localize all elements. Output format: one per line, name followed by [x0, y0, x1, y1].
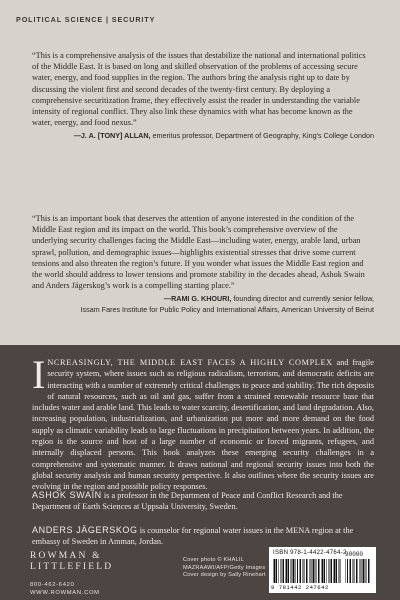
barcode-bar	[368, 559, 370, 583]
author-bio-text: is a professor in the Department of Peace and Conflict Research and the Department of Earth Sciences at Uppsala University, Sweden.	[32, 491, 343, 512]
barcode-bars-main	[273, 559, 341, 583]
barcode-bar	[329, 559, 330, 583]
barcode-bar	[318, 559, 320, 583]
quote-author: —J. A. [TONY] ALLAN,	[73, 131, 151, 141]
barcode-digits: 9 781442 247642	[271, 584, 329, 591]
barcode-bar	[274, 559, 275, 583]
barcode-bar	[293, 559, 295, 583]
quote-author: —RAMI G. KHOURI,	[163, 294, 232, 304]
barcode-bar	[283, 559, 285, 583]
barcode-bar	[361, 559, 362, 583]
barcode-bar	[359, 559, 360, 583]
barcode-bar	[354, 559, 355, 583]
barcode-bar	[276, 559, 278, 583]
isbn-label: ISBN 978-1-4422-4764-2	[273, 550, 347, 556]
credit-line-2: MAZRAAWI/AFP/Getty Images	[183, 564, 266, 571]
price-code: 90000	[345, 551, 364, 558]
author-name: ASHOK SWAIN	[32, 490, 102, 500]
barcode-bar	[336, 559, 338, 583]
barcode-bar	[313, 559, 315, 583]
credit-line-1: Cover photo © KHALIL	[183, 557, 244, 563]
quote-text: “This is a comprehensive analysis of the issues that destabilize the national and international politics of the Middle East. It is based on long and skilled observation of the problems of accessing secure water, energy, and food supplies in the region. The authors bring the analysis right up to date by discussing the violent first and second decades of the twenty-first century. By deploying a comprehensive securitization frame, they effectively assist the reader in understanding the variable intensity of regional conflict. They also link these dynamics with what has become known as the water, energy, and food nexus.”	[32, 51, 366, 128]
publisher-logo-line-2: LITTLEFIELD	[30, 562, 114, 572]
quote-attribution	[32, 130, 374, 141]
quote-attribution	[32, 293, 374, 315]
isbn-barcode	[269, 547, 376, 593]
barcode-bar	[300, 559, 302, 583]
publisher-logo	[30, 551, 113, 573]
quote-affiliation-2: Issam Fares Institute for Public Policy and International Affairs, American University of Beirut	[80, 305, 374, 315]
barcode-bar	[285, 559, 286, 583]
publisher-block	[30, 551, 113, 597]
barcode-bar	[352, 559, 353, 583]
publisher-logo-line-1: ROWMAN &	[30, 551, 102, 561]
barcode-bar	[331, 559, 333, 583]
endorsement-quote-2	[32, 213, 374, 315]
quote-text: “This is an important book that deserves the attention of anyone interested in the condition of the Middle East region and its impact on the world. This book’s comprehensive overview of the underlying security challenges facing the Middle East—including water, energy, arable land, urban sprawl, pollution, and demographic issues—highlights existential stresses that drive some current tensions and also threaten the region’s future. If you wonder what issues the Middle East region and the world should address to lower tensions and promote stability in the decades ahead, Ashok Swain and Anders Jägerskog’s work is a compelling starting place.”	[32, 214, 365, 291]
barcode-bar	[324, 559, 326, 583]
cover-credits	[183, 557, 266, 580]
barcode-bar	[340, 559, 341, 583]
barcode-bar	[363, 559, 365, 583]
barcode-bar	[365, 559, 366, 583]
barcode-bar	[304, 559, 305, 583]
barcode-bar	[309, 559, 310, 583]
publisher-website: WWW.ROWMAN.COM	[30, 590, 100, 596]
barcode-bar	[302, 559, 303, 583]
barcode-bar	[315, 559, 316, 583]
drop-cap: I	[32, 352, 46, 397]
barcode-bar	[356, 559, 358, 583]
barcode-bar	[311, 559, 312, 583]
barcode-bar	[306, 559, 308, 583]
barcode-bar	[290, 559, 291, 583]
author-bio-text: is counselor for regional water issues in the MENA region at the embassy of Sweden in Amman, Jordan.	[32, 526, 354, 547]
category-label: POLITICAL SCIENCE | SECURITY	[16, 15, 156, 24]
barcode-bar	[292, 559, 293, 583]
quote-affiliation: founding director and currently senior fellow,	[233, 294, 374, 304]
credit-line-3: Cover design by Sally Rinehart	[183, 572, 266, 578]
description-body: and fragile security system, where issues such as religious radicalism, terrorism, and democratic deficits are interacting with a number of extremely critical challenges to peace and stability. The rich deposits of natural resources, such as oil and gas, suffer from a strained renewable resource base that includes water and arable land. This leads to water scarcity, desertification, and land degradation. Also, increasing population, industrialization, and urbanization put more and more demand on the food supply as climatic variability leads to large fluctuations in precipitation between years. In addition, the region is the source and host of a large number of economic or forced migrants, refugees, and internally displaced persons. This book analyzes these emerging security challenges in a comprehensive and systematic manner. It draws national and regional security issues into both the global security analysis and human security perspective. It also outlines where the security issues are evolving in the region and possible policy responses.	[32, 358, 374, 492]
book-description	[32, 352, 374, 493]
barcode-bar	[286, 559, 287, 583]
barcode-bar	[338, 559, 339, 583]
quote-affiliation: emeritus professor, Department of Geography, King’s College London	[152, 131, 374, 141]
barcode-bar	[350, 559, 352, 583]
description-lead: NCREASINGLY, THE MIDDLE EAST FACES A HIGHLY COMPLEX	[47, 358, 333, 367]
endorsement-quote-1	[32, 50, 374, 141]
barcode-bar	[366, 559, 367, 583]
barcode-bar	[273, 559, 274, 583]
barcode-bar	[333, 559, 334, 583]
author-bio-1	[32, 490, 374, 513]
barcode-bar	[295, 559, 296, 583]
barcode-bar	[297, 559, 298, 583]
barcode-bar	[347, 559, 348, 583]
publisher-phone: 800-462-6420	[30, 582, 75, 588]
barcode-bar	[327, 559, 328, 583]
publisher-contact	[30, 581, 113, 597]
author-name: ANDERS JÄGERSKOG	[32, 525, 138, 535]
barcode-bar	[345, 559, 346, 583]
author-bio-2	[32, 525, 374, 548]
barcode-bar	[281, 559, 282, 583]
barcode-bar	[334, 559, 335, 583]
barcode-bar	[322, 559, 323, 583]
barcode-bar	[288, 559, 290, 583]
barcode-bar	[321, 559, 322, 583]
barcode-bar	[279, 559, 280, 583]
barcode-bar	[316, 559, 317, 583]
barcode-bars-addon	[345, 559, 371, 583]
